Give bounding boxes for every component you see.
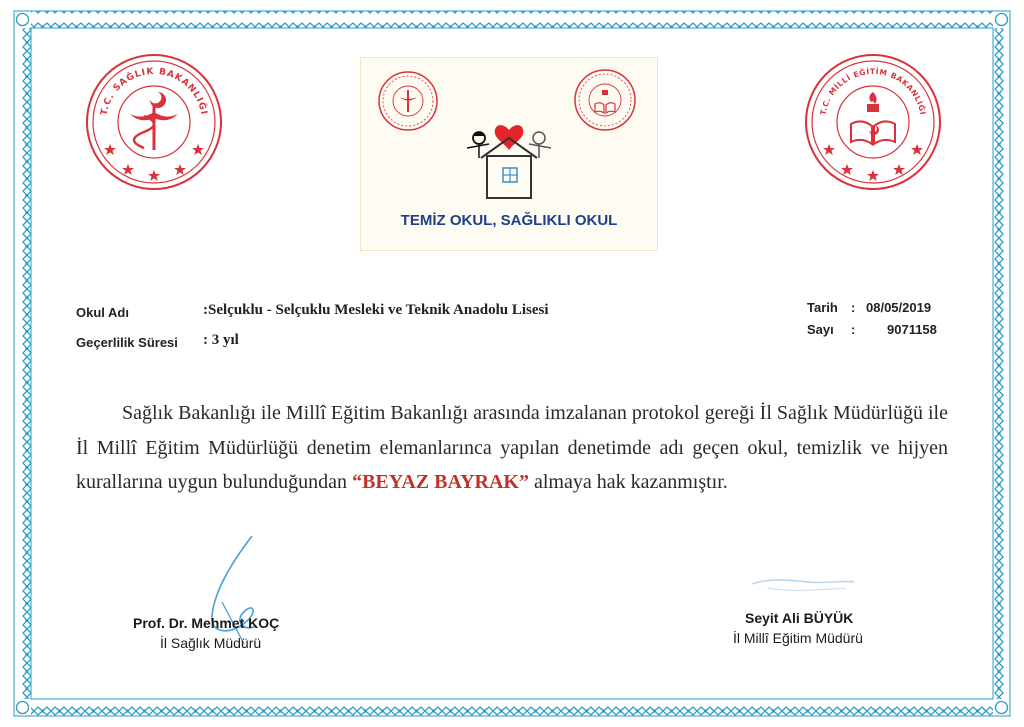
school-name-label: Okul Adı [76, 305, 129, 320]
clean-school-logo [361, 58, 657, 250]
validity-value: : 3 yıl [203, 332, 239, 348]
number-value: 9071158 [887, 322, 937, 337]
svg-text:T.C. SAĞLIK BAKANLIĞI: T.C. SAĞLIK BAKANLIĞI [99, 66, 209, 117]
certificate-body [76, 396, 948, 500]
right-handwritten-signature [748, 570, 858, 600]
school-name-value: :Selçuklu - Selçuklu Mesleki ve Teknik Anadolu Lisesi [203, 302, 549, 318]
date-separator: : [851, 300, 856, 315]
small-health-seal [377, 70, 439, 132]
date-label: Tarih [807, 300, 838, 315]
house-with-heart-icon [459, 108, 559, 202]
right-signatory-title: İl Millî Eğitim Müdürü [733, 630, 863, 646]
small-education-seal [573, 68, 637, 132]
left-handwritten-signature [192, 532, 292, 650]
number-label: Sayı [807, 322, 834, 337]
right-signatory-name: Seyit Ali BÜYÜK [745, 610, 854, 626]
award-name: “BEYAZ BAYRAK” [352, 471, 529, 493]
number-separator: : [851, 322, 856, 337]
education-ministry-seal [803, 52, 943, 192]
body-text-before: Sağlık Bakanlığı ile Millî Eğitim Bakanlığı arasında imzalanan protokol gereği İl Sağlık Müdürlüğü ile İl Millî Eğitim Müdürlüğü denetim elemanlarınca yapılan denetimde adı geçen okul, temizlik ve hijyen kurallarına uygun bulunduğundan [76, 402, 948, 493]
left-signatory-title: İl Sağlık Müdürü [160, 635, 262, 651]
left-signatory-name: Prof. Dr. Mehmet KOÇ [133, 615, 280, 631]
health-ministry-seal [84, 52, 224, 192]
body-text-after: almaya hak kazanmıştır. [533, 471, 728, 493]
date-value: 08/05/2019 [866, 300, 932, 315]
svg-text:T.C. MİLLİ EĞİTİM BAKANLIĞI: T.C. MİLLİ EĞİTİM BAKANLIĞI [818, 66, 928, 116]
slogan-text: TEMİZ OKUL, SAĞLIKLI OKUL [400, 212, 618, 229]
validity-label: Geçerlilik Süresi [76, 335, 178, 350]
